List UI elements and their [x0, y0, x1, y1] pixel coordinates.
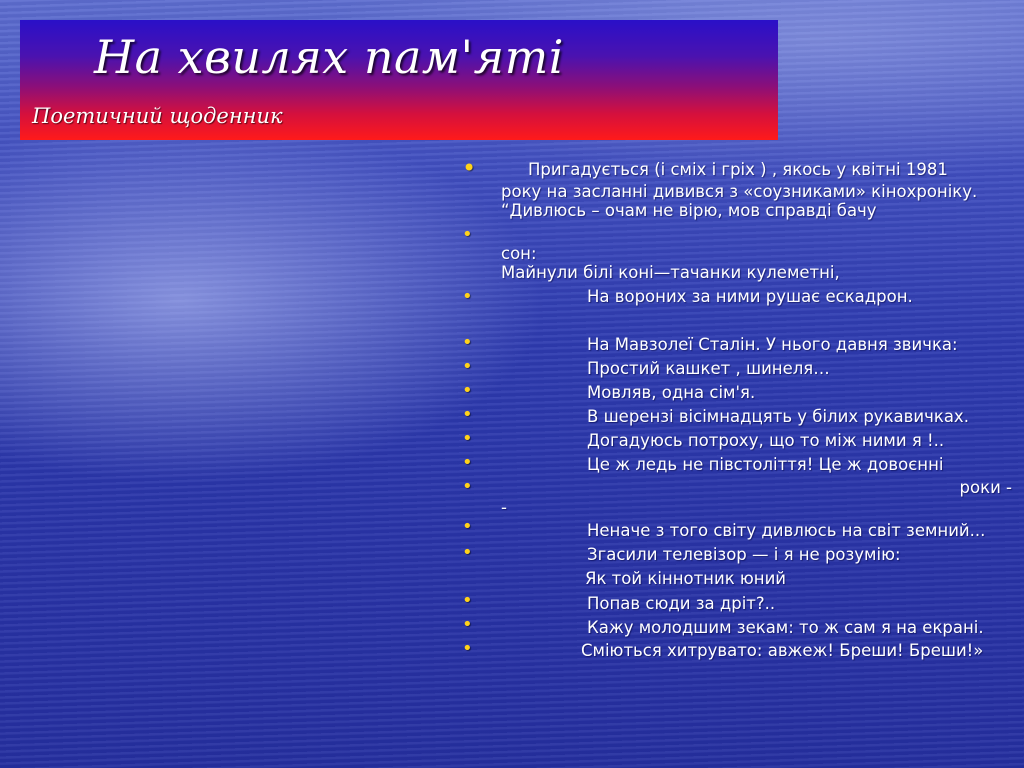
bullet-icon: • — [462, 356, 473, 377]
poem-line: Мовляв, одна сім'я. — [587, 383, 756, 402]
bullet-icon: • — [462, 638, 473, 659]
poem-line: Майнули білі коні—тачанки кулеметні, — [501, 263, 840, 282]
bullet-icon: • — [462, 476, 473, 497]
poem-line: На вороних за ними рушає ескадрон. — [587, 287, 913, 306]
bullet-icon: • — [462, 404, 473, 425]
poem-line: Догадуюсь потроху, що то між ними я !.. — [587, 431, 945, 450]
poem-line: - — [501, 498, 507, 517]
poem-line: Сміються хитрувато: авжеж! Бреши! Бреши!» — [581, 641, 984, 660]
poem-line: Як той кіннотник юний — [585, 569, 787, 588]
poem-line: Згасили телевізор — і я не розумію: — [587, 545, 901, 564]
bullet-icon: • — [462, 516, 473, 537]
bullet-icon: • — [462, 380, 473, 401]
poem-line: Пригадується (і сміх і гріх ) , якось у квітні 1981 — [528, 160, 948, 179]
poem-line: Кажу молодшим зекам: то ж сам я на екрані. — [587, 618, 984, 637]
poem-line: Неначе з того світу дивлюсь на світ земний... — [587, 521, 986, 540]
bullet-icon: • — [462, 614, 473, 635]
bullet-icon: • — [462, 542, 473, 563]
poem-line: сон: — [501, 244, 537, 263]
poem-line: Простий кашкет , шинеля… — [587, 359, 830, 378]
bullet-icon: • — [462, 286, 473, 307]
bullet-icon: • — [462, 332, 473, 353]
poem-line: На Мавзолеї Сталін. У нього давня звичка: — [587, 335, 958, 354]
bullet-icon: • — [462, 590, 473, 611]
poem-line: Попав сюди за дріт?.. — [587, 594, 776, 613]
bullet-icon: • — [462, 428, 473, 449]
poem-line: року на засланні дивився з «соузниками» кінохроніку. — [501, 182, 978, 201]
bullet-icon: • — [462, 154, 477, 182]
bullet-icon: • — [462, 452, 473, 473]
bullet-icon: • — [462, 224, 473, 245]
slide-subtitle: Поетичний щоденник — [32, 104, 283, 128]
poem-line: роки - — [959, 478, 1012, 497]
slide-title: На хвилях пам'яті — [94, 30, 564, 84]
poem-line: Це ж ледь не півстоліття! Це ж довоєнні — [587, 455, 944, 474]
poem-line: В шерензі вісімнадцять у білих рукавичках. — [587, 407, 969, 426]
poem-line: “Дивлюсь – очам не вірю, мов справді бачу — [501, 201, 877, 220]
